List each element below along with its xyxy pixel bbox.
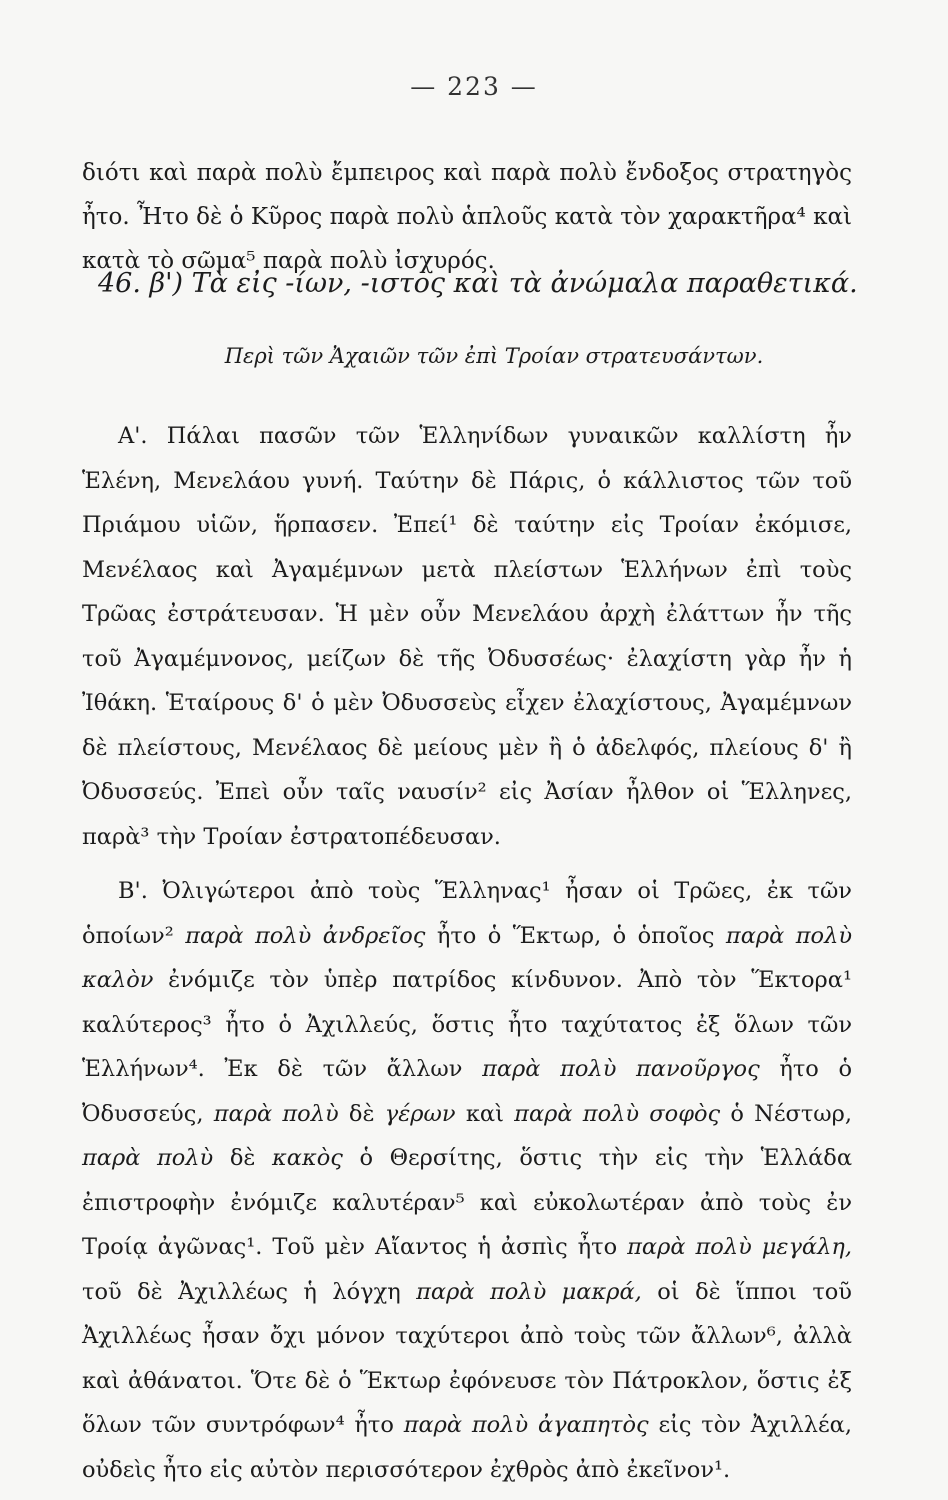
italic-phrase: παρὰ πολὺ ἀνδρεῖος <box>185 922 426 949</box>
italic-phrase: παρὰ πολὺ μακρά, <box>416 1278 642 1305</box>
text-run: δὲ <box>348 1100 375 1127</box>
italic-phrase: παρὰ πολὺ <box>82 1145 214 1171</box>
italic-phrase: παρὰ πολὺ σοφὸς <box>514 1100 721 1127</box>
text-run: ἦτο ὁ Ὀδυσσεύς, <box>82 1056 852 1127</box>
text-run: ὁ Νέστωρ, <box>730 1100 853 1127</box>
italic-phrase: γέρων <box>384 1100 456 1127</box>
italic-phrase: κακὸς <box>272 1145 343 1171</box>
text-run: ὁ Θερσίτης, ὅστις τὴν εἰς τὴν Ἑλλάδα ἐπιστροφὴν ἐνόμιζε καλυτέραν⁵ καὶ εὐκολωτέραν ἀπὸ τοὺς ἐν Τροίᾳ ἀγῶνας¹. Τοῦ μὲν Αἴαντος ἡ ἀσπὶς ἦτο <box>82 1145 853 1260</box>
section-subtitle: Περὶ τῶν Ἀχαιῶν τῶν ἐπὶ Τροίαν στρατευσάντων. <box>224 344 764 368</box>
intro-paragraph: διότι καὶ παρὰ πολὺ ἔμπειρος καὶ παρὰ πολὺ ἔνδοξος στρατηγὸς ἦτο. Ἦτο δὲ ὁ Κῦρος παρὰ πολὺ ἁπλοῦς κατὰ τὸν χαρακτῆρα⁴ καὶ κατὰ τὸ σῶμα⁵ παρὰ πολὺ ἰσχυρός. <box>82 160 852 274</box>
text-run: εἰς τὸν Ἀχιλλέα, οὐδεὶς ἦτο εἰς αὐτὸν περισσότερον ἐχθρὸς ἀπὸ ἐκεῖνον¹. <box>82 1412 852 1483</box>
text-run: οἱ δὲ ἵπποι τοῦ Ἀχιλλέως ἦσαν ὄχι μόνον ταχύτεροι ἀπὸ τοὺς τῶν ἄλλων⁶, ἀλλὰ καὶ ἀθάνατοι. Ὅτε δὲ ὁ Ἕκτωρ ἐφόνευσε τὸν Πάτροκλον, ὅστις ἐξ ὅλων τῶν συντρόφων⁴ ἦτο <box>82 1278 852 1438</box>
text-run: καὶ <box>465 1100 504 1127</box>
body-text <box>82 414 852 1492</box>
text-run: Β'. Ὀλιγώτεροι ἀπὸ τοὺς Ἕλληνας¹ ἦσαν οἱ Τρῶες, ἐκ τῶν ὁποίων² <box>82 878 852 949</box>
italic-phrase: παρὰ πολὺ ἀγαπητὸς <box>403 1412 649 1438</box>
italic-phrase: παρὰ πολὺ καλὸν <box>82 922 853 993</box>
italic-phrase: παρὰ πολὺ πανοῦργος <box>482 1056 760 1082</box>
section-heading: 46. β') Τὰ εἰς -ίων, -ιστος καὶ τὰ ἀνώμαλα παραθετικά. <box>98 268 858 299</box>
paragraph-a: Α'. Πάλαι πασῶν τῶν Ἑλληνίδων γυναικῶν καλλίστη ἦν Ἑλένη, Μενελάου γυνή. Ταύτην δὲ Πάρις, ὁ κάλλιστος τῶν τοῦ Πριάμου υἱῶν, ἥρπασεν. Ἐπεί¹ δὲ ταύτην εἰς Τροίαν ἐκόμισε, Μενέλαος καὶ Ἀγαμέμνων μετὰ πλείστων Ἑλλήνων ἐπὶ τοὺς Τρῶας ἐστράτευσαν. Ἡ μὲν οὖν Μενελάου ἀρχὴ ἐλάττων ἦν τῆς τοῦ Ἀγαμέμνονος, μείζων δὲ τῆς Ὀδυσσέως· ἐλαχίστη γὰρ ἦν ἡ Ἰθάκη. Ἑταίρους δ' ὁ μὲν Ὀδυσσεὺς εἶχεν ἐλαχίστους, Ἀγαμέμνων δὲ πλείστους, Μενέλαος δὲ μείους μὲν ἢ ὁ ἀδελφός, πλείους δ' ἢ Ὀδυσσεύς. Ἐπεὶ οὖν ταῖς ναυσίν² εἰς Ἀσίαν ἦλθον οἱ Ἕλληνες, παρὰ³ τὴν Τροίαν ἐστρατοπέδευσαν. <box>82 423 852 850</box>
italic-phrase: παρὰ πολὺ μεγάλη, <box>627 1234 853 1260</box>
text-run: ἐνόμιζε τὸν ὑπὲρ πατρίδος κίνδυνον. Ἀπὸ τὸν Ἕκτορα¹ καλύτερος³ ἦτο ὁ Ἀχιλλεύς, ὅστις ἦτο ταχύτατος ἐξ ὅλων τῶν Ἑλλήνων⁴. Ἐκ δὲ τῶν ἄλλων <box>82 967 852 1082</box>
text-run: δὲ <box>229 1145 256 1171</box>
italic-phrase: παρὰ πολὺ <box>213 1100 339 1127</box>
text-run: τοῦ δὲ Ἀχιλλέως ἡ λόγχη <box>82 1278 401 1305</box>
page-number: — 223 — <box>410 72 538 101</box>
paragraph-b <box>82 869 852 1492</box>
text-run: ἦτο ὁ Ἕκτωρ, ὁ ὁποῖος <box>436 922 715 949</box>
